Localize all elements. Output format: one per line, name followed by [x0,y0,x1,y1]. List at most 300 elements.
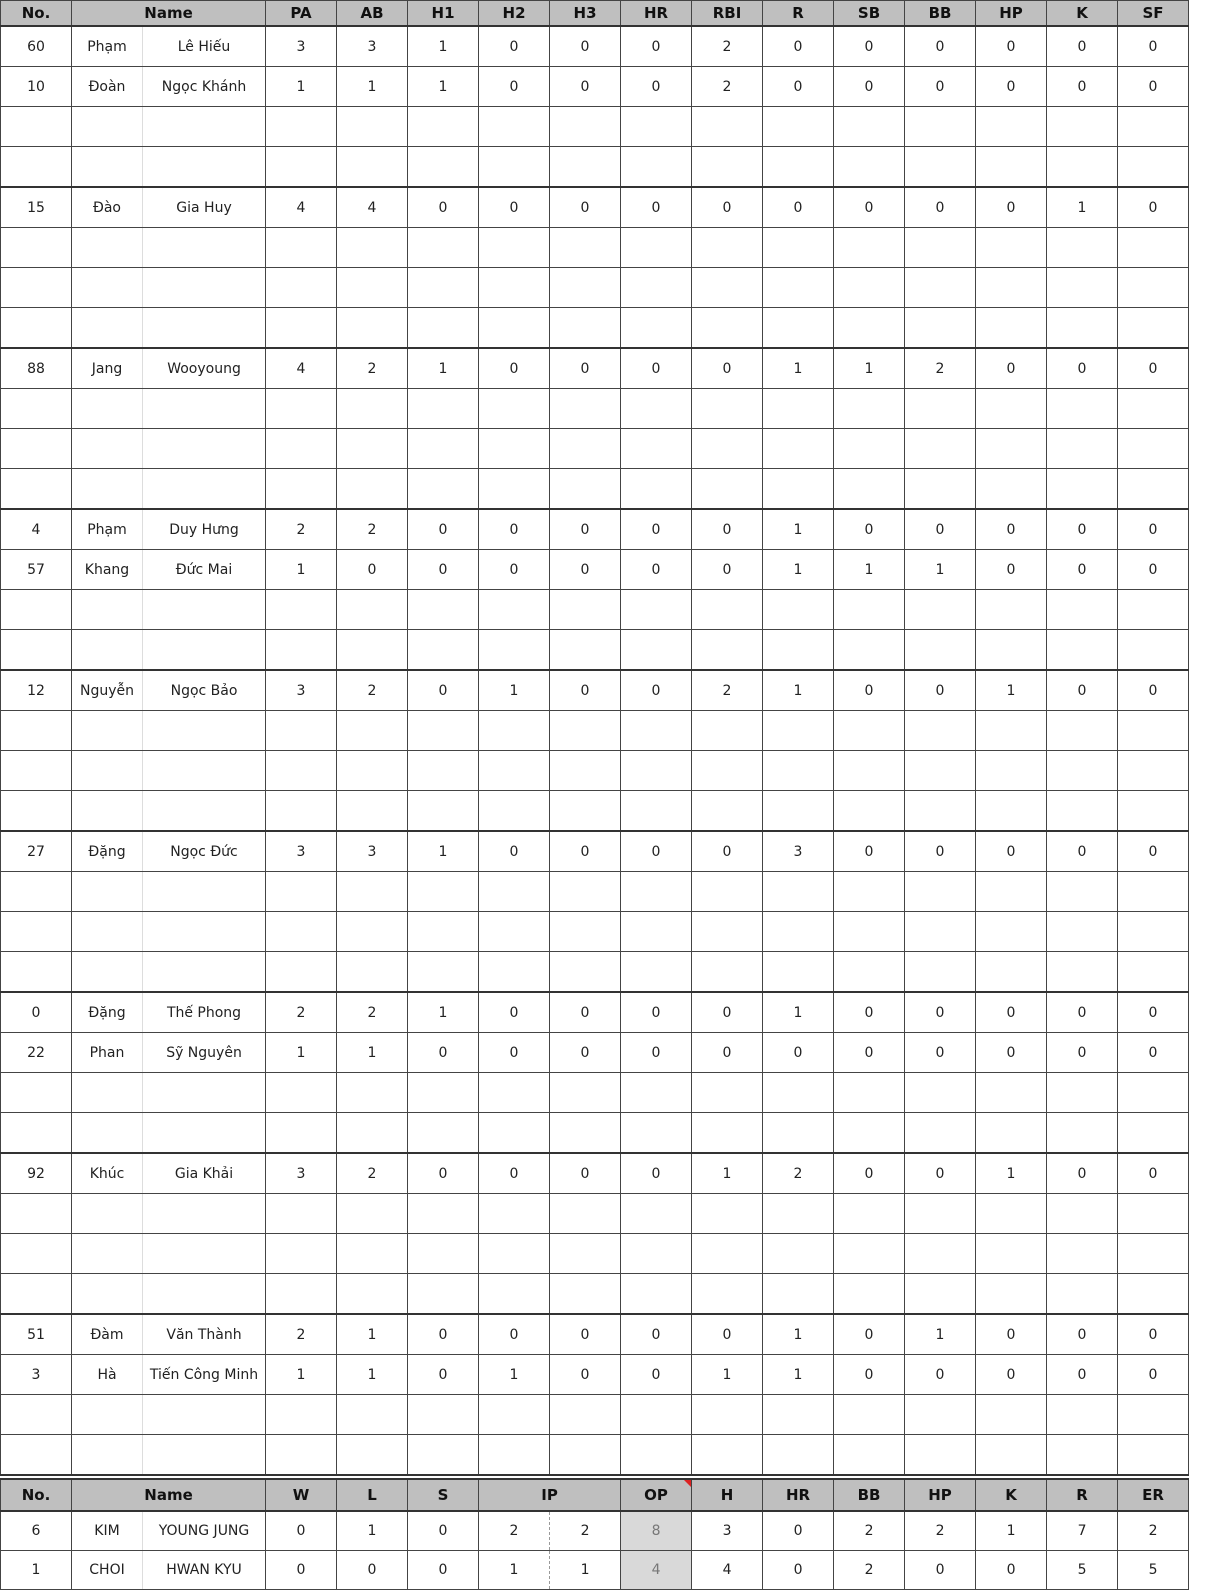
stat-bb: 2 [905,348,976,389]
player-family-name [72,268,143,308]
stat-sb [834,268,905,308]
stat-sf: 0 [1118,348,1189,389]
stat-r: 2 [763,1153,834,1194]
stat-sf [1118,590,1189,630]
stat-sb [834,107,905,147]
pitcher-number: 6 [1,1511,72,1551]
header-bb: BB [905,1,976,27]
player-family-name [72,1435,143,1476]
stat-hp: 1 [976,1153,1047,1194]
pitching-header-hp: HP [905,1479,976,1511]
stat-pa [266,912,337,952]
stat-bb [905,751,976,791]
stat-h1 [408,228,479,268]
stat-h2: 1 [479,1355,550,1395]
player-family-name [72,389,143,429]
stat-hr: 0 [763,1511,834,1551]
stat-sf [1118,1395,1189,1435]
player-given-name [143,590,266,630]
player-given-name [143,912,266,952]
stat-r [763,1395,834,1435]
stat-sf [1118,107,1189,147]
stat-ab: 4 [337,187,408,228]
stat-ab [337,1274,408,1315]
stat-bb [905,590,976,630]
stat-ab: 0 [337,550,408,590]
stat-h1: 0 [408,1355,479,1395]
player-family-name [72,1395,143,1435]
stat-rbi [692,1113,763,1154]
batting-row [1,1274,1189,1315]
player-family-name: Đặng [72,992,143,1033]
stat-k: 0 [1047,67,1118,107]
player-number: 15 [1,187,72,228]
stat-pa [266,1435,337,1476]
batting-row [1,308,1189,349]
batting-row [1,1073,1189,1113]
stat-k [1047,308,1118,349]
stat-rbi: 0 [692,1314,763,1355]
stat-hr [621,1194,692,1234]
stat-k [1047,791,1118,832]
stat-h1 [408,268,479,308]
player-given-name [143,1194,266,1234]
player-number [1,751,72,791]
stat-rbi: 2 [692,26,763,67]
stat-sb [834,147,905,188]
stat-ab [337,228,408,268]
stat-h2 [479,1113,550,1154]
stat-sb: 0 [834,1355,905,1395]
stat-sf [1118,791,1189,832]
stat-hr [621,630,692,671]
player-number [1,228,72,268]
stat-ab [337,1234,408,1274]
player-number [1,469,72,510]
player-number: 3 [1,1355,72,1395]
stat-op: 8 [621,1511,692,1551]
player-family-name: Hà [72,1355,143,1395]
stat-h2: 0 [479,1033,550,1073]
stat-r [763,228,834,268]
player-family-name [72,308,143,349]
stat-r [763,1194,834,1234]
header-k: K [1047,1,1118,27]
stat-rbi [692,912,763,952]
stat-sf: 0 [1118,26,1189,67]
player-number: 92 [1,1153,72,1194]
stat-sb: 0 [834,67,905,107]
stat-hr [621,751,692,791]
stat-ab: 2 [337,670,408,711]
stat-h: 4 [692,1551,763,1590]
player-family-name [72,228,143,268]
pitcher-number: 1 [1,1551,72,1590]
stat-h2: 0 [479,509,550,550]
stat-w: 0 [266,1551,337,1590]
stat-hr: 0 [763,1551,834,1590]
stat-h1 [408,952,479,993]
stat-h3: 0 [550,550,621,590]
batting-body [1,26,1189,1475]
stat-sb [834,1234,905,1274]
stat-bb: 0 [905,1355,976,1395]
stat-k [1047,1073,1118,1113]
header-h2: H2 [479,1,550,27]
stat-hp [976,429,1047,469]
stat-sf [1118,268,1189,308]
stat-pa: 2 [266,509,337,550]
stat-h3 [550,1113,621,1154]
stat-r: 1 [763,550,834,590]
stat-hp [976,1435,1047,1476]
stat-hp: 0 [976,550,1047,590]
stat-r: 1 [763,670,834,711]
pitching-header-op: OP [621,1479,692,1511]
stat-h1 [408,630,479,671]
stat-hp [976,228,1047,268]
stat-sb: 0 [834,187,905,228]
player-given-name [143,147,266,188]
player-family-name: Khang [72,550,143,590]
stat-ab: 1 [337,1314,408,1355]
stat-bb: 0 [905,509,976,550]
stat-sf [1118,1194,1189,1234]
stat-h2 [479,107,550,147]
stat-hp [976,1113,1047,1154]
stat-rbi [692,107,763,147]
player-given-name [143,469,266,510]
player-number [1,872,72,912]
stat-rbi [692,1395,763,1435]
batting-row [1,1234,1189,1274]
player-given-name [143,268,266,308]
stat-k [1047,389,1118,429]
stat-r: 1 [763,992,834,1033]
stat-bb [905,389,976,429]
stat-ab [337,147,408,188]
stat-pa [266,389,337,429]
stat-ip-outs: 1 [550,1551,621,1590]
stat-hr [621,590,692,630]
stat-sf [1118,147,1189,188]
stat-hp [976,469,1047,510]
comment-indicator-icon[interactable] [684,1480,691,1487]
stat-hr [621,228,692,268]
player-number [1,1113,72,1154]
stat-h2 [479,389,550,429]
stat-rbi: 0 [692,1033,763,1073]
player-number [1,308,72,349]
player-number: 22 [1,1033,72,1073]
stat-rbi [692,590,763,630]
player-family-name [72,107,143,147]
stat-s: 0 [408,1551,479,1590]
stat-k [1047,107,1118,147]
stat-sf: 0 [1118,509,1189,550]
player-family-name [72,1194,143,1234]
stat-sb: 0 [834,670,905,711]
player-given-name [143,308,266,349]
stat-k [1047,429,1118,469]
stat-rbi [692,469,763,510]
stat-r [763,107,834,147]
stat-hr [621,268,692,308]
batting-row [1,348,1189,389]
player-number: 60 [1,26,72,67]
stat-pa [266,429,337,469]
stat-sf [1118,912,1189,952]
stat-hr [621,711,692,751]
stat-rbi [692,630,763,671]
player-family-name [72,952,143,993]
stat-hp: 0 [976,348,1047,389]
stat-pa [266,1395,337,1435]
stat-hp [976,389,1047,429]
pitcher-family-name: KIM [72,1511,143,1551]
stat-k: 0 [1047,1355,1118,1395]
stat-pa: 1 [266,67,337,107]
stat-ab: 3 [337,26,408,67]
stat-hr [621,791,692,832]
player-number [1,791,72,832]
stat-h2 [479,1234,550,1274]
stat-pa: 4 [266,187,337,228]
stat-ab: 3 [337,831,408,872]
stat-sf: 0 [1118,1314,1189,1355]
header-r: R [763,1,834,27]
player-number [1,1435,72,1476]
player-given-name [143,1395,266,1435]
stat-sb [834,228,905,268]
batting-row [1,1153,1189,1194]
player-number [1,107,72,147]
stat-k [1047,912,1118,952]
stat-sf [1118,469,1189,510]
stat-bb: 2 [834,1551,905,1590]
stat-hr: 0 [621,1033,692,1073]
stat-h2 [479,469,550,510]
stat-ab [337,389,408,429]
stat-hp [976,1395,1047,1435]
stat-hr: 0 [621,67,692,107]
stat-sf: 0 [1118,1355,1189,1395]
player-given-name: Ngọc Khánh [143,67,266,107]
stat-h1 [408,1274,479,1315]
stat-hp: 0 [976,26,1047,67]
stat-pa: 3 [266,26,337,67]
stat-h3 [550,1234,621,1274]
player-given-name: Văn Thành [143,1314,266,1355]
stat-sb [834,1395,905,1435]
stat-h3 [550,268,621,308]
stat-h2 [479,751,550,791]
stat-ab [337,711,408,751]
stat-h3 [550,1395,621,1435]
player-number [1,590,72,630]
stat-r: 1 [763,1314,834,1355]
player-given-name [143,1435,266,1476]
stat-ip-outs: 2 [550,1511,621,1551]
stat-r: 0 [763,26,834,67]
stat-rbi [692,228,763,268]
stat-r [763,912,834,952]
stat-k [1047,1194,1118,1234]
stat-h3 [550,147,621,188]
stat-rbi [692,147,763,188]
stat-r [763,1435,834,1476]
pitching-header-er: ER [1118,1479,1189,1511]
stat-bb [905,268,976,308]
header-sb: SB [834,1,905,27]
stat-h1 [408,308,479,349]
stat-k [1047,147,1118,188]
stat-hr: 0 [621,992,692,1033]
stat-ab [337,590,408,630]
stat-h3 [550,872,621,912]
batting-row [1,952,1189,993]
player-family-name: Jang [72,348,143,389]
stat-h3 [550,630,621,671]
stat-hr: 0 [621,509,692,550]
stat-rbi: 0 [692,348,763,389]
stat-r [763,469,834,510]
stat-sb: 1 [834,348,905,389]
stat-hr [621,308,692,349]
batting-row [1,1314,1189,1355]
stat-k [1047,872,1118,912]
player-given-name: Ngọc Đức [143,831,266,872]
stat-h1 [408,590,479,630]
stat-k [1047,952,1118,993]
stat-k: 0 [1047,550,1118,590]
stat-h1: 1 [408,348,479,389]
stat-hr [621,912,692,952]
stat-r: 7 [1047,1511,1118,1551]
stat-sb: 0 [834,992,905,1033]
pitching-body [1,1511,1189,1590]
stat-pa [266,268,337,308]
stat-rbi [692,872,763,912]
stat-bb: 0 [905,1153,976,1194]
stat-h2 [479,147,550,188]
player-number: 88 [1,348,72,389]
stat-hp [976,308,1047,349]
player-given-name: Lê Hiếu [143,26,266,67]
player-number [1,1194,72,1234]
stat-h2: 0 [479,550,550,590]
stat-rbi [692,711,763,751]
stat-h3: 0 [550,1355,621,1395]
pitching-header-ip: IP [479,1479,621,1511]
batting-row [1,1194,1189,1234]
player-given-name: Wooyoung [143,348,266,389]
stat-r [763,1113,834,1154]
player-family-name [72,791,143,832]
player-given-name: Gia Huy [143,187,266,228]
stat-r [763,630,834,671]
batting-row [1,992,1189,1033]
stat-sf: 0 [1118,670,1189,711]
stat-rbi: 0 [692,550,763,590]
stat-pa [266,1274,337,1315]
stat-ab [337,952,408,993]
stat-h1: 1 [408,992,479,1033]
stat-k [1047,711,1118,751]
batting-row [1,751,1189,791]
pitching-header-bb: BB [834,1479,905,1511]
stat-k [1047,268,1118,308]
stat-h2 [479,711,550,751]
stat-hr [621,389,692,429]
stat-r: 0 [763,187,834,228]
stat-bb [905,952,976,993]
stat-sf: 0 [1118,187,1189,228]
stat-h3: 0 [550,509,621,550]
stat-h1: 0 [408,1153,479,1194]
stat-sb [834,1113,905,1154]
stat-h1: 0 [408,187,479,228]
stat-rbi [692,1274,763,1315]
stat-h1 [408,1113,479,1154]
stat-bb: 1 [905,550,976,590]
pitcher-family-name: CHOI [72,1551,143,1590]
player-given-name [143,711,266,751]
stat-pa [266,228,337,268]
stat-h2: 0 [479,831,550,872]
stat-h1: 0 [408,550,479,590]
player-family-name: Đàm [72,1314,143,1355]
stat-h1 [408,469,479,510]
stat-r [763,1073,834,1113]
stat-rbi [692,1194,763,1234]
stat-k [1047,1234,1118,1274]
batting-row [1,67,1189,107]
stat-k [1047,751,1118,791]
stat-ab: 2 [337,992,408,1033]
pitching-header-r: R [1047,1479,1118,1511]
stat-hp [976,1073,1047,1113]
stat-h2: 0 [479,67,550,107]
stat-r [763,268,834,308]
player-given-name [143,1274,266,1315]
stat-hr [621,872,692,912]
stat-l: 0 [337,1551,408,1590]
stat-rbi: 1 [692,1355,763,1395]
stat-h2 [479,268,550,308]
stat-hp: 0 [976,509,1047,550]
batting-row [1,711,1189,751]
stat-sf [1118,1435,1189,1476]
stat-bb [905,872,976,912]
stat-rbi [692,1073,763,1113]
pitching-header-l: L [337,1479,408,1511]
stat-pa [266,308,337,349]
stat-sf [1118,630,1189,671]
stat-r [763,872,834,912]
stat-ab: 2 [337,348,408,389]
pitching-row [1,1551,1189,1590]
player-number [1,389,72,429]
stat-hp: 0 [976,67,1047,107]
stat-w: 0 [266,1511,337,1551]
stat-h3 [550,1073,621,1113]
player-family-name [72,630,143,671]
stat-rbi [692,791,763,832]
pitching-header-row [1,1479,1189,1511]
player-given-name: Gia Khải [143,1153,266,1194]
stat-pa [266,1194,337,1234]
